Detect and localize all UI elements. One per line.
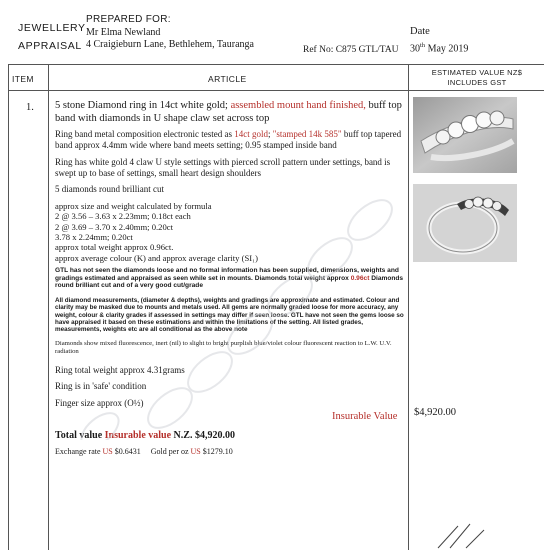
column-divider-value bbox=[408, 64, 409, 550]
ring-photo-side-view bbox=[413, 184, 517, 262]
calc-line: approx size and weight calculated by formula bbox=[55, 201, 212, 211]
ring-condition: Ring is in 'safe' condition bbox=[55, 381, 147, 391]
client-address: 4 Craigieburn Lane, Bethlehem, Tauranga bbox=[86, 39, 254, 50]
date-rest: May 2019 bbox=[425, 43, 469, 55]
fluorescence-note: Diamonds show mixed fluorescence, inert (nil) to slight to bright purplish blue/violet colour fluorescent reaction to L.W. U.V. radiation bbox=[55, 340, 392, 356]
band-metal-description bbox=[55, 129, 405, 151]
column-header-article: ARTICLE bbox=[208, 74, 247, 84]
signature bbox=[432, 520, 492, 550]
exchange-rates bbox=[55, 447, 233, 456]
date-value bbox=[410, 42, 468, 54]
reference-number: Ref No: C875 GTL/TAU bbox=[303, 45, 399, 55]
total-amount: N.Z. $4,920.00 bbox=[171, 430, 235, 441]
gtl-disclaimer bbox=[55, 267, 405, 290]
diamonds-description: 5 diamonds round brilliant cut bbox=[55, 184, 164, 194]
gtl-note-highlight: 0.96ct bbox=[350, 274, 370, 282]
band-text-sep: ; bbox=[267, 129, 273, 139]
date-label: Date bbox=[410, 26, 430, 37]
date-day: 30 bbox=[410, 43, 420, 55]
ring-photo-top-view bbox=[413, 97, 517, 173]
measurement-disclaimer: All diamond measurements, (diameter & depths), weights and gradings are approximate and estimated. Colour and clarity may be masked due to mounts and metals used. All gems are normally graded loose for more accuracy, any weight, colour & clarity grades if assessed in settings may differ if seen loose. GTL have not seen the gems loose so have appraised it based on these estimations and within the limitations of the setting. All listed grades, measurements, weights etc are all conditional as the above note bbox=[55, 297, 404, 334]
item-heading-text: 5 stone Diamond ring in 14ct white gold; bbox=[55, 100, 231, 111]
band-text-2: buff top tapered band approx 4.4mm wide where band meets setting; 0.95 stamped inside band bbox=[55, 129, 402, 150]
appraisal-title-line2: APPRAISAL bbox=[18, 40, 82, 52]
band-gold-highlight: 14ct gold bbox=[234, 129, 268, 139]
insurable-value-amount: $4,920.00 bbox=[414, 407, 456, 418]
band-stamp-highlight: "stamped 14k 585" bbox=[272, 129, 342, 139]
finger-size: Finger size approx (O½) bbox=[55, 398, 144, 408]
ring-weight: Ring total weight approx 4.31grams bbox=[55, 365, 185, 375]
exchange-label: Exchange rate bbox=[55, 447, 103, 456]
column-header-item: ITEM bbox=[12, 74, 34, 84]
item-heading bbox=[55, 99, 407, 125]
column-divider-item bbox=[48, 64, 49, 550]
gtl-note-text: GTL has not seen the diamonds loose and no formal information has been supplied, dimensions, weights and gradings estimated and appraised as seen while set in mounts. Diamonds total weight approx bbox=[55, 267, 399, 282]
gtl-note-text-2: Diamonds round brilliant cut and of a very good cut/grade bbox=[55, 274, 404, 290]
band-text: Ring band metal composition electronic tested as bbox=[55, 129, 235, 139]
gold-value: $1279.10 bbox=[200, 447, 233, 456]
total-label: Total value bbox=[55, 430, 105, 441]
diamond-calculations bbox=[55, 201, 405, 263]
exchange-value: $0.6431 bbox=[112, 447, 141, 456]
item-number: 1. bbox=[26, 102, 34, 113]
client-name: Mr Elma Newland bbox=[86, 27, 161, 38]
calc-line: approx total weight approx 0.96ct. bbox=[55, 242, 174, 253]
column-header-value: ESTIMATED VALUE NZ$ bbox=[431, 68, 523, 77]
gold-currency: US bbox=[190, 447, 201, 456]
item-heading-highlight: assembled mount hand finished, bbox=[230, 100, 366, 111]
calc-line: 3.78 x 2.24mm; 0.20ct bbox=[55, 231, 133, 242]
calc-line: 2 @ 3.56 – 3.63 x 2.23mm; 0.18ct each bbox=[55, 211, 191, 222]
date-suffix: th bbox=[420, 42, 426, 49]
calc-line: approx average colour (K) and approx average clarity (SI₁) bbox=[55, 252, 258, 263]
setting-description: Ring has white gold 4 claw U style settings with pierced scroll pattern under settings, band is swept up to base of settings, small heart design shoulders bbox=[55, 157, 391, 178]
column-header-value-note: INCLUDES GST bbox=[447, 78, 507, 87]
exchange-currency: US bbox=[102, 447, 113, 456]
total-value bbox=[55, 430, 235, 441]
item-heading-text-2: buff top band with diamonds in U shape claw set across top bbox=[55, 100, 402, 125]
total-label-highlight: Insurable value bbox=[104, 430, 172, 441]
appraisal-title-line1: JEWELLERY bbox=[18, 22, 86, 34]
prepared-for-label: PREPARED FOR: bbox=[86, 14, 171, 25]
gold-label: Gold per oz bbox=[150, 447, 191, 456]
insurable-value-label: Insurable Value bbox=[332, 411, 398, 422]
calc-line: 2 @ 3.69 – 3.70 x 2.40mm; 0.20ct bbox=[55, 221, 173, 232]
header-row-divider bbox=[8, 90, 544, 91]
